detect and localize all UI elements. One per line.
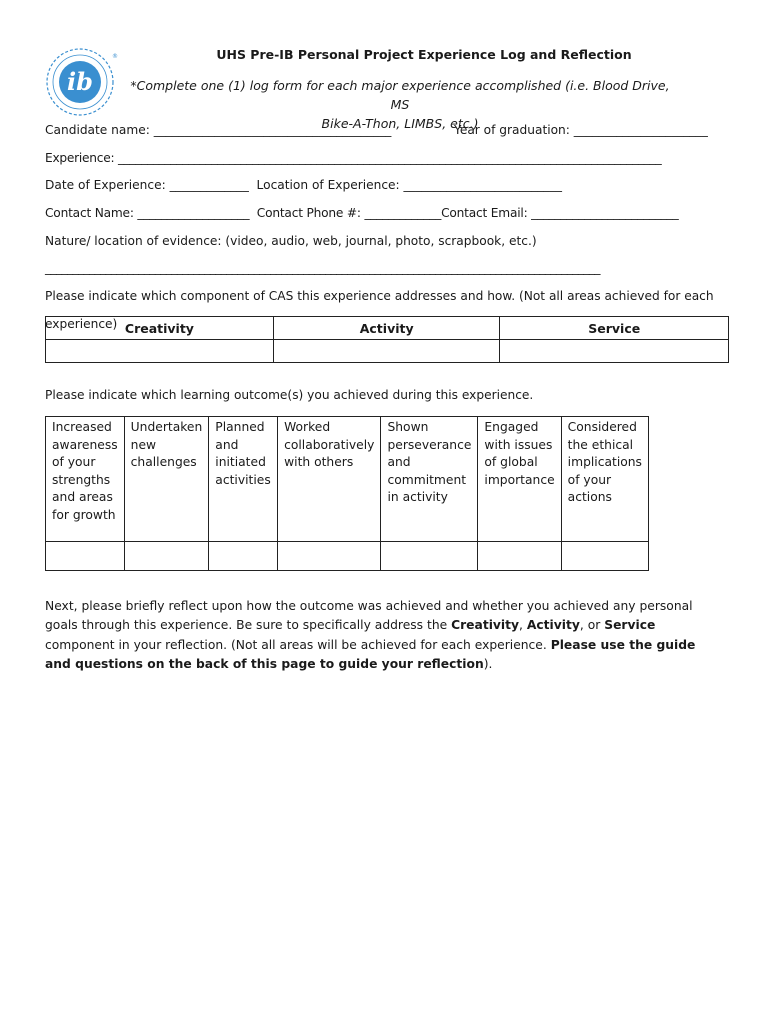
cas-header-activity: Activity: [273, 317, 500, 340]
outcome-check-1[interactable]: [46, 542, 125, 571]
outcome-perseverance: Shown perseverance and commitment in activity: [381, 417, 478, 542]
cas-header-creativity: Creativity: [46, 317, 274, 340]
outcome-check-7[interactable]: [561, 542, 648, 571]
outcome-global: Engaged with issues of global importance: [478, 417, 561, 542]
outcome-planned: Planned and initiated activities: [209, 417, 278, 542]
svg-text:®: ®: [112, 53, 118, 60]
cas-prompt-tail: experience): [45, 317, 118, 331]
subtitle-line-2: Bike-A-Thon, LIMBS, etc.): [321, 116, 479, 131]
outcome-challenges: Undertaken new challenges: [124, 417, 209, 542]
subtitle-line-1: *Complete one (1) log form for each major experience accomplished (i.e. Blood Drive, MS: [130, 78, 670, 112]
outcomes-prompt: Please indicate which learning outcome(s) you achieved during this experience.: [45, 388, 534, 402]
cas-header-service: Service: [500, 317, 729, 340]
candidate-name-field[interactable]: Candidate name: _______________________________________: [45, 123, 392, 137]
experience-field[interactable]: Experience: _____________________________________________________________________________________________: [45, 151, 662, 165]
outcome-awareness: Increased awareness of your strengths and areas for growth: [46, 417, 125, 542]
logo-emblem-text: ib: [67, 67, 93, 96]
cas-cell-creativity[interactable]: [46, 340, 274, 363]
outcome-ethical: Considered the ethical implications of your actions: [561, 417, 648, 542]
outcome-check-4[interactable]: [278, 542, 381, 571]
cas-table: [45, 316, 729, 363]
page-title: UHS Pre-IB Personal Project Experience Log and Reflection: [216, 47, 632, 62]
outcome-check-2[interactable]: [124, 542, 209, 571]
outcome-check-6[interactable]: [478, 542, 561, 571]
outcome-check-3[interactable]: [209, 542, 278, 571]
outcome-collaboration: Worked collaboratively with others: [278, 417, 381, 542]
date-location-field[interactable]: Date of Experience: _____________ Location of Experience: __________________________: [45, 178, 562, 192]
evidence-label: Nature/ location of evidence: (video, audio, web, journal, photo, scrapbook, etc.): [45, 234, 537, 248]
graduation-year-field[interactable]: Year of graduation: ______________________: [454, 123, 708, 137]
reflection-instructions: Next, please briefly reflect upon how the outcome was achieved and whether you achieved any personal goals through this experience. Be sure to specifically address the Creativity, Activity, or Service component in your reflection. (Not all areas will be achieved for each experience. Please use the guide and questions on the back of this page to guide your reflection).: [45, 599, 696, 671]
cas-prompt: Please indicate which component of CAS this experience addresses and how. (Not all areas achieved for each: [45, 289, 714, 303]
contact-field[interactable]: Contact Name: ___________________ Contact Phone #: _____________Contact Email: _________________________: [45, 206, 679, 220]
cas-cell-activity[interactable]: [273, 340, 500, 363]
cas-cell-service[interactable]: [500, 340, 729, 363]
evidence-field[interactable]: _____________________________________________________________________________________________________: [45, 261, 600, 275]
outcomes-table: [45, 416, 649, 571]
outcome-check-5[interactable]: [381, 542, 478, 571]
